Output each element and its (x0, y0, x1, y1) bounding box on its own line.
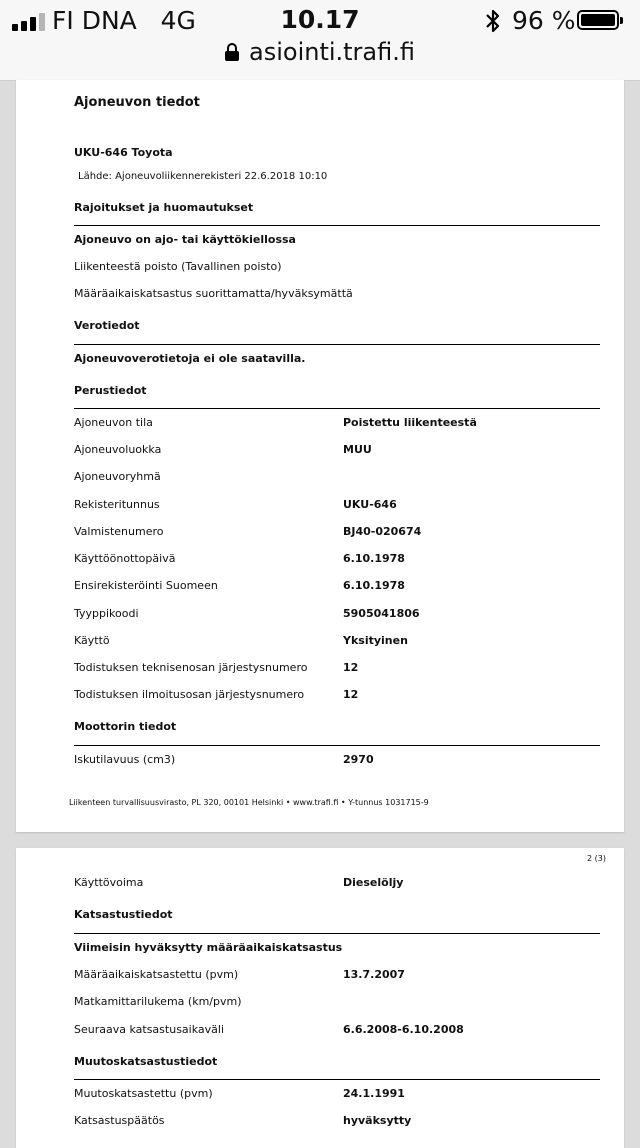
field-label: Valmistenumero (74, 525, 164, 538)
field-label: Todistuksen ilmoitusosan järjestysnumero (74, 688, 305, 701)
tax-notice: Ajoneuvoverotietoja ei ole saatavilla. (74, 352, 306, 365)
address-bar[interactable] (0, 38, 640, 66)
document-page-2 (16, 848, 624, 1148)
field-value: Yksityinen (343, 634, 408, 647)
inspection-subheading: Viimeisin hyväksytty määräaikaiskatsastus (74, 941, 343, 954)
divider (74, 225, 600, 226)
url-text: asiointi.trafi.fi (249, 38, 415, 66)
field-label: Ajoneuvon tila (74, 416, 153, 429)
field-value: Dieselöljy (343, 876, 404, 889)
field-value: Poistettu liikenteestä (343, 416, 477, 429)
restrictions-heading: Rajoitukset ja huomautukset (74, 201, 254, 214)
field-value: 12 (343, 688, 359, 701)
field-label: Katsastuspäätös (74, 1114, 165, 1127)
field-value: BJ40-020674 (343, 525, 422, 538)
restriction-notice: Ajoneuvo on ajo- tai käyttökiellossa (74, 233, 296, 246)
field-value: 6.10.1978 (343, 552, 405, 565)
bluetooth-icon (482, 8, 504, 34)
source-line: Lähde: Ajoneuvoliikennerekisteri 22.6.2018 10:10 (78, 171, 328, 182)
field-value: 24.1.1991 (343, 1087, 405, 1100)
field-label: Muutoskatsastettu (pvm) (74, 1087, 213, 1100)
field-label: Rekisteritunnus (74, 498, 160, 511)
field-value: MUU (343, 443, 372, 456)
field-label: Todistuksen teknisenosan järjestysnumero (74, 661, 308, 674)
lock-icon (225, 43, 239, 61)
page-number: 2 (3) (587, 854, 606, 863)
field-label: Käyttö (74, 634, 110, 647)
field-value: 13.7.2007 (343, 968, 405, 981)
divider (74, 408, 600, 409)
divider (74, 1079, 600, 1080)
document-page-1 (16, 80, 624, 832)
field-value: 6.6.2008-6.10.2008 (343, 1023, 464, 1036)
field-label: Iskutilavuus (cm3) (74, 753, 176, 766)
divider (74, 344, 600, 345)
field-label: Ajoneuvoluokka (74, 443, 162, 456)
basic-info-heading: Perustiedot (74, 384, 147, 397)
field-label: Tyyppikoodi (74, 607, 139, 620)
engine-heading: Moottorin tiedot (74, 720, 177, 733)
battery-percent: 96 % (512, 6, 576, 35)
field-label: Määräaikaiskatsastettu (pvm) (74, 968, 239, 981)
field-label: Matkamittarilukema (km/pvm) (74, 995, 242, 1008)
field-value: 6.10.1978 (343, 579, 405, 592)
document-title: Ajoneuvon tiedot (74, 95, 200, 110)
modification-heading: Muutoskatsastustiedot (74, 1055, 218, 1068)
restriction-item: Liikenteestä poisto (Tavallinen poisto) (74, 260, 282, 273)
page-footer: Liikenteen turvallisuusvirasto, PL 320, 00101 Helsinki • www.trafi.fi • Y-tunnus 1031715-9 (69, 798, 429, 807)
field-label: Ajoneuvoryhmä (74, 470, 161, 483)
status-bar (0, 0, 640, 81)
field-value: UKU-646 (343, 498, 397, 511)
tax-heading: Verotiedot (74, 319, 140, 332)
divider (74, 745, 600, 746)
battery-icon (577, 10, 619, 30)
vehicle-heading: UKU-646 Toyota (74, 146, 173, 159)
clock: 10.17 (280, 5, 360, 34)
field-value: 5905041806 (343, 607, 420, 620)
field-value: 12 (343, 661, 359, 674)
field-value: 2970 (343, 753, 374, 766)
restriction-item: Määräaikaiskatsastus suorittamatta/hyväksymättä (74, 287, 353, 300)
inspection-heading: Katsastustiedot (74, 908, 173, 921)
field-value: hyväksytty (343, 1114, 412, 1127)
field-label: Seuraava katsastusaikaväli (74, 1023, 224, 1036)
carrier-label: FI DNA 4G (52, 6, 196, 35)
field-label: Ensirekisteröinti Suomeen (74, 579, 218, 592)
field-label: Käyttövoima (74, 876, 144, 889)
field-label: Käyttöönottopäivä (74, 552, 176, 565)
divider (74, 933, 600, 934)
